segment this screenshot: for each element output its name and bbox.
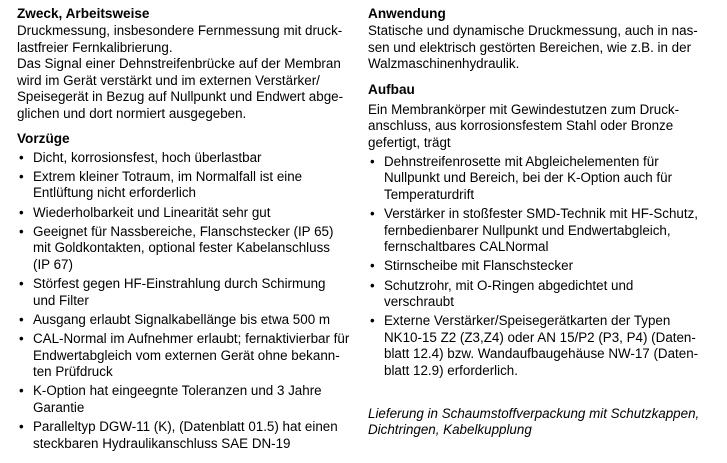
zweck-paragraph-1: Druckmessung, insbesondere Fernmessung mit druck- lastfreier Fernkalibrierung. (17, 23, 343, 55)
anwendung-section (368, 5, 713, 73)
list-item-text: Störfest gegen HF-Einstrahlung durch Schirmung und Filter (33, 276, 326, 308)
list-item (17, 383, 352, 416)
list-item (17, 169, 352, 202)
anwendung-heading: Anwendung (368, 6, 446, 21)
list-item (17, 331, 352, 381)
bullet-icon: • (19, 223, 24, 239)
list-item (368, 278, 713, 311)
bullet-icon: • (370, 313, 375, 329)
list-item-text: Stirnscheibe mit Flanschstecker (384, 258, 574, 274)
bullet-icon: • (19, 383, 24, 399)
bullet-icon: • (19, 149, 24, 165)
zweck-section (17, 5, 352, 123)
vorzuege-list (17, 150, 352, 453)
list-item (17, 312, 352, 329)
list-item-text: Externe Verstärker/Speisegerätkarten der Typen NK10-15 Z2 (Z3,Z4) oder AN 15/P2 (P3, P4) (Daten- blatt 12.4) bzw. Wandaufbaugehäuse NW-17 (Daten- blatt 12.9) erforderlich. (384, 313, 699, 379)
list-item (368, 154, 713, 204)
list-item (368, 258, 713, 275)
bullet-icon: • (370, 153, 375, 169)
bullet-icon: • (19, 331, 24, 347)
bullet-icon: • (19, 419, 24, 435)
list-item (17, 205, 352, 222)
list-item (368, 206, 713, 256)
list-item (17, 150, 352, 167)
list-item (17, 419, 352, 452)
left-column (17, 5, 352, 455)
bullet-icon: • (370, 205, 375, 221)
zweck-paragraph-2: Das Signal einer Dehnstreifenbrücke auf der Membran wird im Gerät verstärkt und im externen Verstärker/ Speisegerät in Bezug auf Nullpunkt und Endwert abge- glichen und dort normiert ausgegeben. (17, 56, 344, 121)
lieferung-note: Lieferung in Schaumstoffverpackung mit Schutzkappen, Dichtringen, Kabelkupplung (368, 405, 700, 438)
list-item-text: Wiederholbarkeit und Linearität sehr gut (33, 204, 271, 220)
list-item-text: Schutzrohr, mit O-Ringen abgedichtet und verschraubt (384, 277, 634, 310)
list-item-text: Dehnstreifenrosette mit Abgleichelementen für Nullpunkt und Bereich, bei der K-Option auch für Temperaturdrift (384, 153, 673, 202)
anwendung-paragraph: Statische und dynamische Druckmessung, auch in nas- sen und elektrisch gestörten Bereichen, wie z.B. in der Walzmaschinenhydraulik. (368, 23, 698, 72)
bullet-icon: • (19, 204, 24, 220)
vorzuege-section (17, 130, 352, 453)
list-item-text: K-Option hat eingeegnte Toleranzen und 3 Jahre Garantie (33, 383, 322, 416)
list-item (17, 224, 352, 274)
list-item-text: Dicht, korrosionsfest, hoch überlastbar (33, 149, 262, 165)
list-item (17, 276, 352, 309)
bullet-icon: • (370, 258, 375, 274)
bullet-icon: • (19, 311, 24, 327)
list-item-text: Paralleltyp DGW-11 (K), (Datenblatt 01.5) hat einen steckbaren Hydraulikanschluss SAE DN-19 (33, 419, 338, 451)
aufbau-list (368, 154, 713, 380)
list-item-text: Extrem kleiner Totraum, im Normalfall ist eine Entlüftung nicht erforderlich (33, 168, 303, 201)
right-column (368, 5, 713, 439)
bullet-icon: • (19, 276, 24, 292)
bullet-icon: • (19, 168, 24, 184)
aufbau-heading: Aufbau (368, 81, 415, 97)
list-item-text: Geeignet für Nassbereiche, Flanschstecker (IP 65) mit Goldkontakten, optional fester Kabelanschluss (IP 67) (33, 223, 334, 272)
zweck-heading: Zweck, Arbeitsweise (17, 6, 150, 21)
bullet-icon: • (370, 277, 375, 293)
vorzuege-heading: Vorzüge (17, 130, 70, 146)
list-item-text: Ausgang erlaubt Signalkabellänge bis etwa 500 m (33, 311, 331, 327)
list-item-text: CAL-Normal im Aufnehmer erlaubt; fernaktivierbar für Endwertabgleich vom externen Gerät ohne bekann- ten Prüfdruck (33, 331, 350, 380)
aufbau-section (368, 81, 713, 380)
list-item-text: Verstärker in stoßfester SMD-Technik mit HF-Schutz, fernbedienbarer Nullpunkt und Endwertabgleich, fernschaltbares CALNormal (384, 205, 699, 255)
list-item (368, 313, 713, 379)
aufbau-paragraph: Ein Membrankörper mit Gewindestutzen zum Druck- anschluss, aus korrosionsfestem Stahl oder Bronze gefertigt, trägt (368, 101, 680, 150)
